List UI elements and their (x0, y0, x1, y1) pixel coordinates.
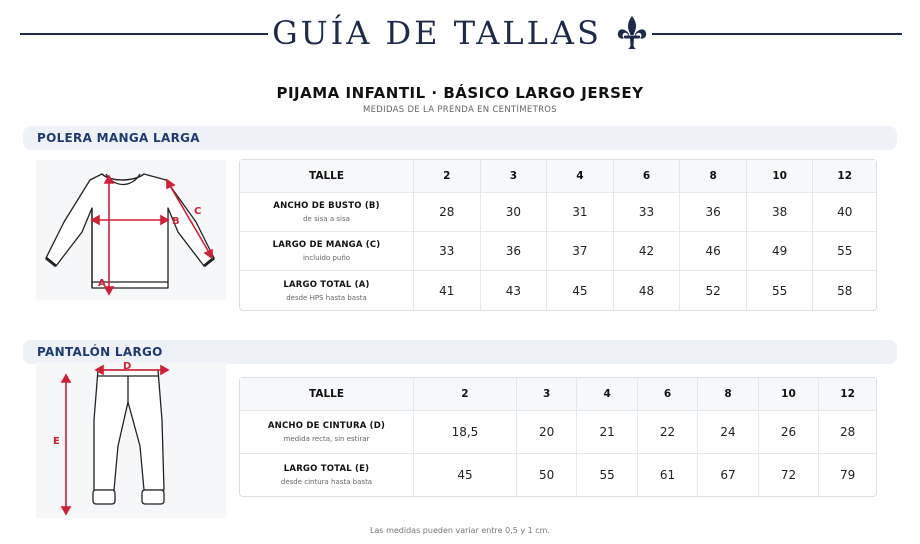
row-label (240, 271, 414, 310)
row-label (240, 411, 414, 454)
size-header: 12 (813, 160, 876, 193)
row-label-main: LARGO DE MANGA (C) (272, 240, 381, 250)
table-cell: 24 (698, 411, 758, 454)
size-header: 6 (614, 160, 681, 193)
product-title: PIJAMA INFANTIL · BÁSICO LARGO JERSEY (276, 84, 644, 102)
table-cell: 20 (517, 411, 577, 454)
table-cell: 49 (747, 232, 814, 271)
table-cell: 52 (680, 271, 747, 310)
dim-label-e: E (53, 436, 60, 447)
table-cell: 79 (839, 468, 856, 482)
size-header: 2 (414, 160, 481, 193)
footer-note: Las medidas pueden variar entre 0,5 y 1 cm. (370, 526, 550, 535)
table-row (240, 271, 876, 310)
measurement-subtitle: MEDIDAS DE LA PRENDA EN CENTÍMETROS (363, 105, 557, 115)
dim-label-b: B (172, 216, 180, 227)
table-row (240, 411, 876, 454)
row-label-sub: desde HPS hasta basta (286, 293, 367, 302)
section-header-pants (23, 340, 897, 364)
row-label-sub: medida recta, sin estirar (283, 435, 370, 443)
table-cell: 72 (759, 454, 819, 496)
row-label-main: LARGO TOTAL (E) (283, 464, 370, 474)
table-cell: 33 (414, 232, 481, 271)
table-header-talle: TALLE (240, 160, 414, 193)
table-cell: 31 (547, 193, 614, 232)
table-cell: 28 (819, 411, 876, 454)
brand-header (0, 10, 920, 56)
section-title-shirt: POLERA MANGA LARGA (37, 131, 200, 145)
table-cell: 37 (547, 232, 614, 271)
section-title-pants: PANTALÓN LARGO (37, 345, 163, 359)
row-label (240, 232, 414, 271)
size-header: 6 (638, 378, 698, 411)
table-cell: 36 (481, 232, 548, 271)
table-row (240, 193, 876, 232)
size-header: 10 (747, 160, 814, 193)
row-label-sub: desde cintura hasta basta (280, 478, 373, 486)
size-header: 8 (698, 378, 758, 411)
table-cell: 45 (414, 454, 517, 496)
row-label-main: ANCHO DE BUSTO (B) (273, 201, 380, 211)
table-cell: 18,5 (414, 411, 517, 454)
table-cell: 33 (614, 193, 681, 232)
table-cell: 26 (759, 411, 819, 454)
table-cell: 30 (481, 193, 548, 232)
table-cell: 50 (517, 454, 577, 496)
table-cell: 48 (614, 271, 681, 310)
table-cell: 55 (747, 271, 814, 310)
shirt-size-table (239, 159, 877, 311)
table-cell: 36 (680, 193, 747, 232)
table-cell: 22 (638, 411, 698, 454)
size-header: 3 (517, 378, 577, 411)
row-label-sub: incluido puño (302, 254, 351, 262)
dim-label-c: C (194, 206, 202, 217)
table-cell: 67 (698, 454, 758, 496)
table-cell: 43 (481, 271, 548, 310)
table-row (240, 454, 876, 496)
size-header: 12 (819, 378, 876, 411)
pants-illustration (36, 362, 226, 518)
pants-size-table (239, 377, 877, 497)
table-cell: 41 (414, 271, 481, 310)
fleur-de-lis-icon (616, 15, 648, 51)
size-header: 8 (680, 160, 747, 193)
table-cell: 61 (638, 454, 698, 496)
shirt-illustration (36, 160, 226, 300)
row-label-sub: de sisa a sisa (303, 215, 350, 223)
table-cell: 55 (813, 232, 876, 271)
table-cell: 46 (680, 232, 747, 271)
table-cell: 42 (614, 232, 681, 271)
table-cell: 45 (547, 271, 614, 310)
row-label (240, 193, 414, 232)
table-cell: 38 (747, 193, 814, 232)
size-header: 4 (547, 160, 614, 193)
brand-title: GUÍA DE TALLAS (272, 14, 602, 52)
table-header-talle: TALLE (240, 378, 414, 411)
table-cell: 28 (414, 193, 481, 232)
row-label-main: ANCHO DE CINTURA (D) (267, 421, 386, 431)
table-cell: 40 (813, 193, 876, 232)
table-row (240, 232, 876, 271)
table-cell: 55 (577, 454, 637, 496)
section-header-shirt (23, 126, 897, 150)
table-cell: 21 (577, 411, 637, 454)
dim-label-a: A (98, 278, 106, 289)
size-header: 10 (759, 378, 819, 411)
size-header: 2 (414, 378, 517, 411)
row-label (240, 454, 414, 496)
size-header: 4 (577, 378, 637, 411)
size-header: 3 (481, 160, 548, 193)
table-cell: 58 (837, 283, 853, 298)
row-label-main: LARGO TOTAL (A) (283, 279, 370, 290)
dim-label-d: D (123, 362, 132, 372)
